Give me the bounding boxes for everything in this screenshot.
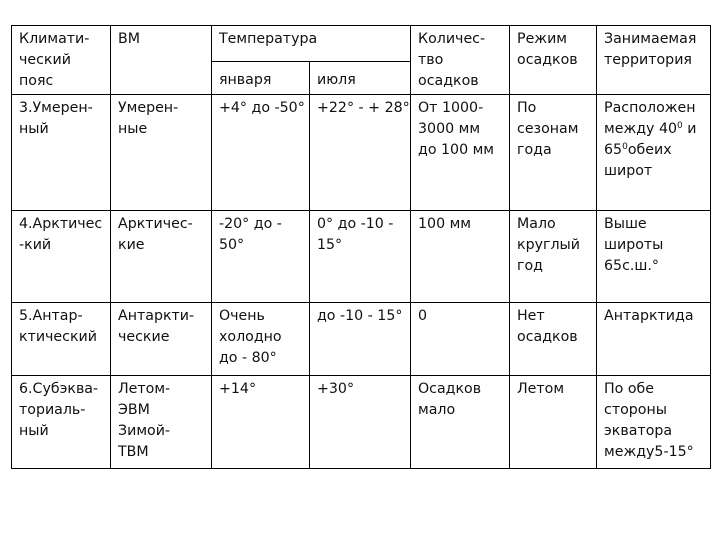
cell-territory: По обе стороны экватора между5-15° [597,376,711,469]
cell-january: +4° до -50° [212,95,310,211]
cell-precip-regime: По сезонам года [510,95,597,211]
cell-precip-regime: Летом [510,376,597,469]
cell-july: до -10 - 15° [310,303,411,376]
header-territory: Занимаемая территория [597,26,711,95]
header-july: июля [310,61,411,95]
header-precip-regime: Режим осадков [510,26,597,95]
header-vm: ВМ [111,26,212,95]
header-row [12,26,711,62]
header-precip-amount: Количес- тво осадков [411,26,510,95]
cell-july: 0° до -10 - 15° [310,211,411,303]
header-january: января [212,61,310,95]
climate-zones-table [11,25,711,469]
cell-july: +22° - + 28° [310,95,411,211]
cell-territory: Выше широты 65с.ш.° [597,211,711,303]
table-row [12,211,711,303]
cell-territory: Расположен между $40^0$ и $65^0обеих$ широт [597,95,711,211]
table-row [12,303,711,376]
table-row [12,95,711,211]
cell-zone: 3.Умерен- ный [12,95,111,211]
cell-january: Очень холодно до - 80° [212,303,310,376]
cell-january: -20° до - 50° [212,211,310,303]
cell-january: +14° [212,376,310,469]
cell-zone: 6.Субэква- ториаль- ный [12,376,111,469]
cell-zone: 4.Арктичес -кий [12,211,111,303]
header-temperature: Температура [212,26,411,62]
cell-vm: Арктичес- кие [111,211,212,303]
cell-precip-regime: Нет осадков [510,303,597,376]
cell-zone: 5.Антар- ктический [12,303,111,376]
cell-vm: Антаркти- ческие [111,303,212,376]
cell-precip-regime: Мало круглый год [510,211,597,303]
cell-precip-amount: Осадков мало [411,376,510,469]
cell-vm: Летом- ЭВМ Зимой- ТВМ [111,376,212,469]
cell-precip-amount: От 1000- 3000 мм до 100 мм [411,95,510,211]
cell-precip-amount: 100 мм [411,211,510,303]
header-zone: Климати- ческий пояс [12,26,111,95]
cell-vm: Умерен- ные [111,95,212,211]
cell-july: +30° [310,376,411,469]
cell-territory: Антарктида [597,303,711,376]
table-row [12,376,711,469]
cell-precip-amount: 0 [411,303,510,376]
